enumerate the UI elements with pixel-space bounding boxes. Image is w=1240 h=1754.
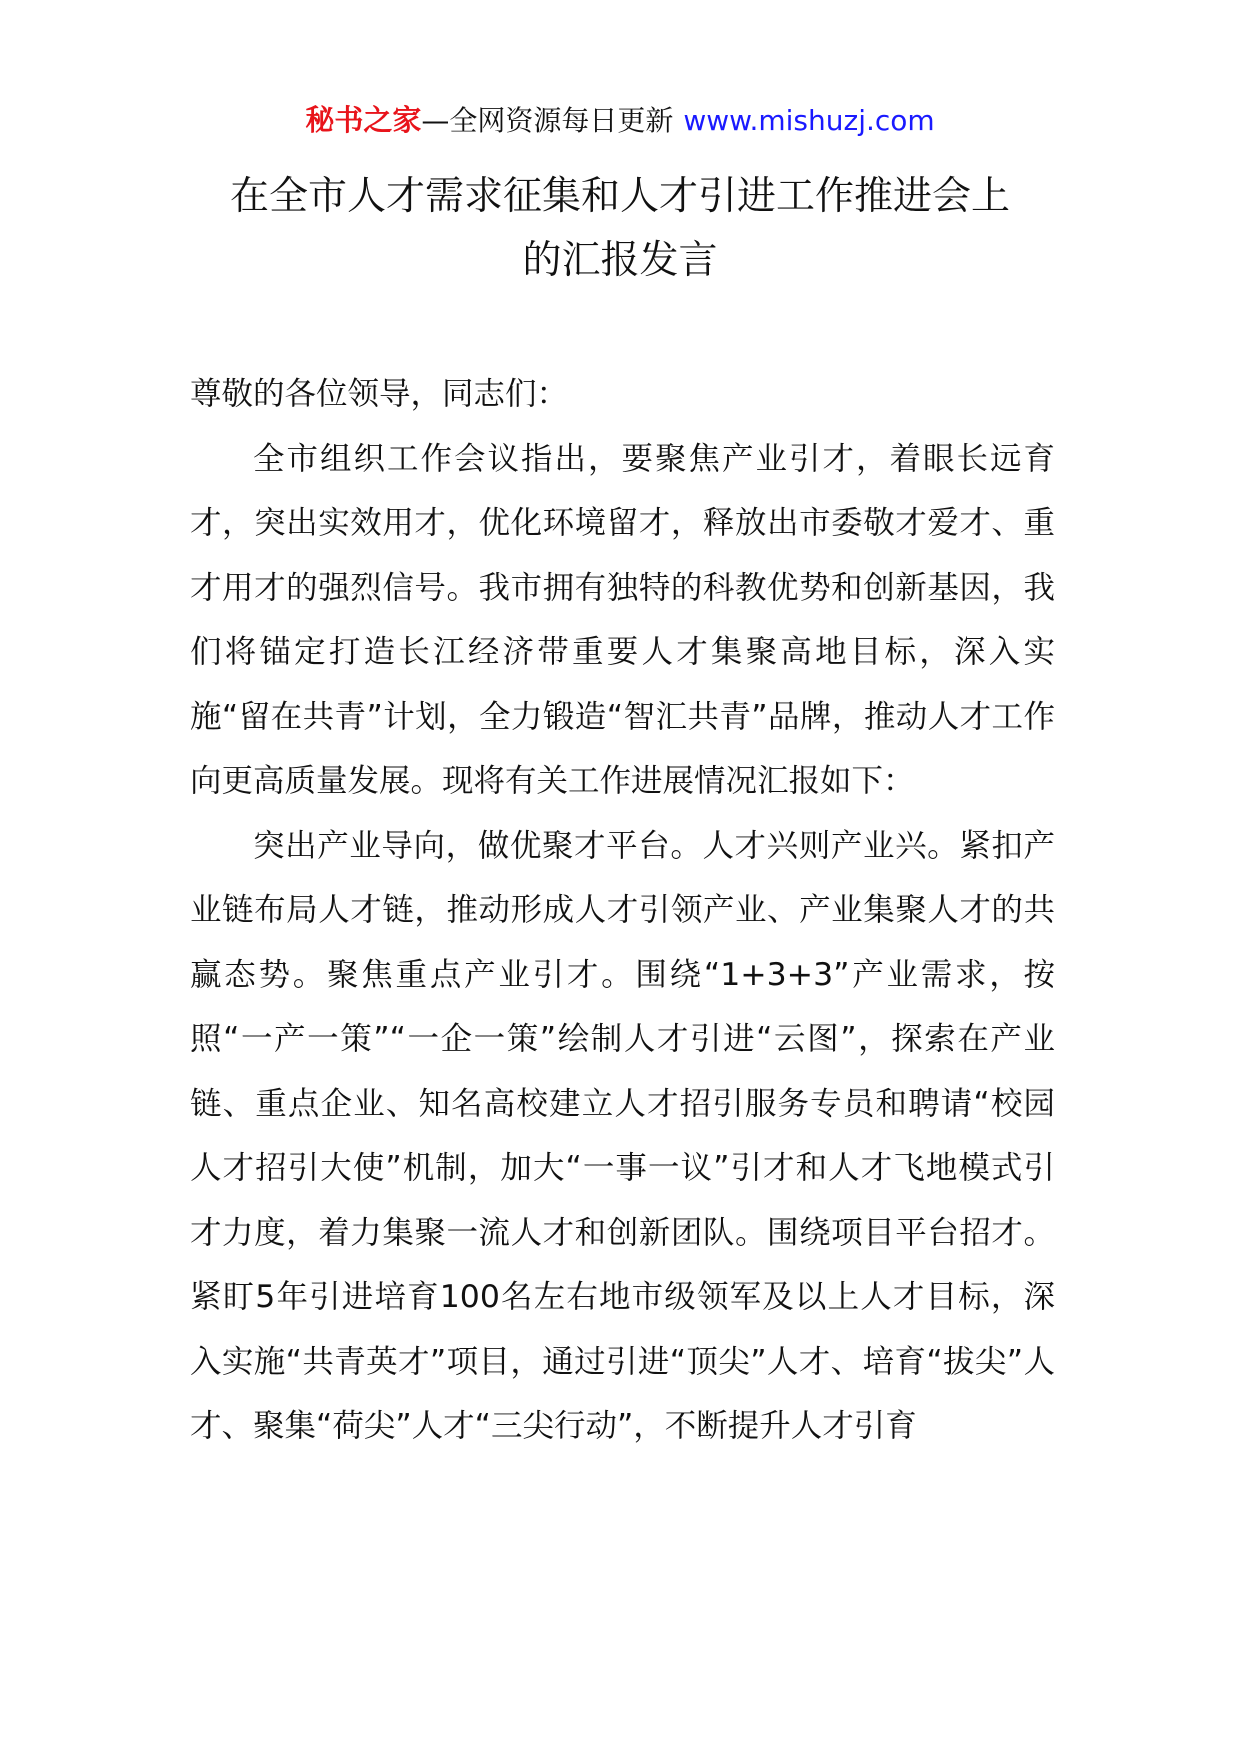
paragraph-body-text: 人才兴则产业兴。紧扣产业链布局人才链，推动形成人才引领产业、产业集聚人才的共赢态势。聚焦重点产业引才。围绕“1+3+3”产业需求，按照“一产一策”“一企一策”绘制人才引进“云图”，探索在产业链、重点企业、知名高校建立人才招引服务专员和聘请“校园人才招引大使”机制，加大“一事一议”引才和人才飞地模式引才力度，着力集聚一流人才和创新团队。围绕项目平台招才。紧盯5年引进培育100名左右地市级领军及以上人才目标，深入实施“共青英才”项目，通过引进“顶尖”人才、培育“拔尖”人才、聚集“荷尖”人才“三尖行动”，不断提升人才引育 bbox=[190, 827, 1055, 1444]
paragraph-heading: 突出产业导向，做优聚才平台。 bbox=[253, 827, 703, 864]
site-url-link[interactable]: www.mishuzj.com bbox=[683, 104, 935, 137]
title-line-2: 的汇报发言 bbox=[522, 238, 718, 283]
salutation: 尊敬的各位领导，同志们： bbox=[190, 376, 569, 412]
document-body bbox=[190, 360, 1055, 1459]
site-header bbox=[0, 100, 1240, 141]
header-slogan: —全网资源每日更新 bbox=[421, 104, 674, 137]
title-line-1: 在全市人才需求征集和人才引进工作推进会上 bbox=[229, 174, 1010, 219]
brand-name[interactable]: 秘书之家 bbox=[305, 103, 422, 137]
paragraph-intro: 全市组织工作会议指出，要聚焦产业引才，着眼长远育才，突出实效用才，优化环境留才，释放出市委敬才爱才、重才用才的强烈信号。我市拥有独特的科教优势和创新基因，我们将锚定打造长江经济带重要人才集聚高地目标，深入实施“留在共青”计划，全力锻造“智汇共青”品牌，推动人才工作向更高质量发展。现将有关工作进展情况汇报如下： bbox=[190, 440, 1055, 799]
document-title bbox=[190, 165, 1050, 293]
paragraph-industry bbox=[190, 814, 1055, 1459]
